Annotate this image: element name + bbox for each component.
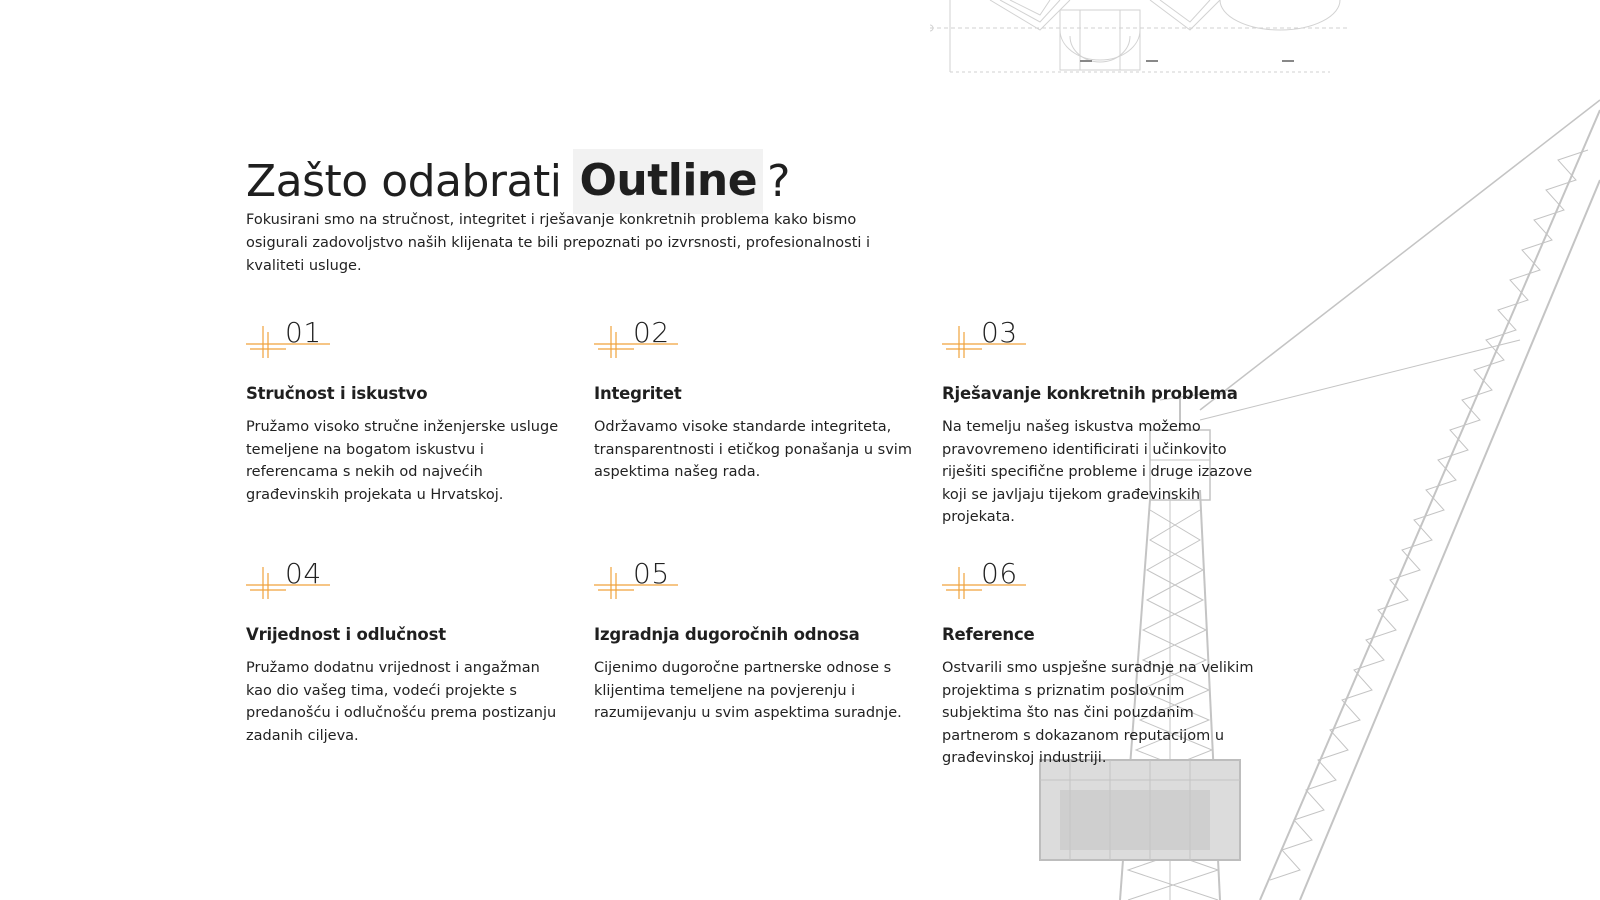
feature-number-row [594,316,914,356]
feature-title: Stručnost i iskustvo [246,384,428,403]
title-suffix: ? [767,155,790,207]
feature-description: Cijenimo dugoročne partnerske odnose s klijentima temeljene na povjerenju i razumijevanju u svim aspektima suradnje. [594,660,902,721]
feature-card-05 [594,557,914,725]
feature-description: Pružamo visoko stručne inženjerske usluge temeljene na bogatom iskustvu i referencama s nekih od najvećih građevinskih projekata u Hrvatskoj. [246,419,559,503]
feature-description: Održavamo visoke standarde integriteta, transparentnosti i etičkog ponašanja u svim aspektima našeg rada. [594,419,912,480]
title-prefix: Zašto odabrati [246,155,562,207]
feature-number: 03 [981,316,1018,349]
feature-number: 02 [633,316,670,349]
intro-text: Fokusirani smo na stručnost, integritet i rješavanje konkretnih problema kako bismo osigurali zadovoljstvo naših klijenata te bili prepoznati po izvrsnosti, profesionalnosti i kvaliteti usluge. [246,212,871,274]
feature-number: 04 [285,557,322,590]
feature-description: Ostvarili smo uspješne suradnje na velikim projektima s priznatim poslovnim subjektima što nas čini pouzdanim partnerom s dokazanom reputacijom u građevinskoj industriji. [942,660,1254,766]
feature-number: 01 [285,316,322,349]
feature-card-01 [246,316,566,506]
feature-number-row [942,557,1262,597]
feature-number: 06 [981,557,1018,590]
feature-card-03 [942,316,1262,529]
feature-number-row [246,316,566,356]
feature-title: Integritet [594,384,682,403]
section-title [246,147,790,215]
title-brand-highlight: Outline [573,149,763,214]
feature-title: Reference [942,625,1035,644]
why-choose-section [246,0,1286,900]
feature-number-row [942,316,1262,356]
feature-card-04 [246,557,566,747]
feature-card-06 [942,557,1262,770]
feature-title: Izgradnja dugoročnih odnosa [594,625,860,644]
feature-number-row [246,557,566,597]
feature-card-02 [594,316,914,484]
feature-title: Vrijednost i odlučnost [246,625,446,644]
feature-description: Pružamo dodatnu vrijednost i angažman kao dio vašeg tima, vodeći projekte s predanošću i odlučnošću prema postizanju zadanih ciljeva. [246,660,557,744]
feature-number-row [594,557,914,597]
feature-title: Rješavanje konkretnih problema [942,384,1238,403]
feature-number: 05 [633,557,670,590]
feature-description: Na temelju našeg iskustva možemo pravovremeno identificirati i učinkovito riješiti specifične probleme i druge izazove koji se javljaju tijekom građevinskih projekata. [942,419,1253,525]
